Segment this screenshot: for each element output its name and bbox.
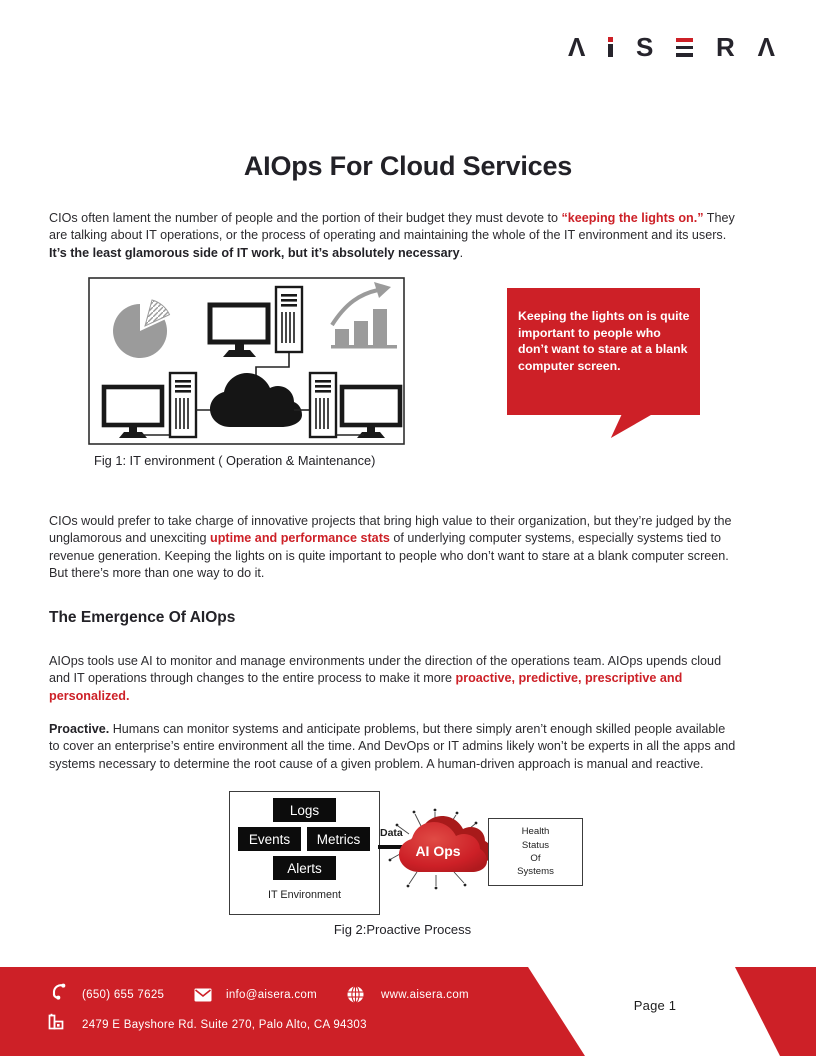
- tile-logs-label: Logs: [289, 802, 320, 818]
- health-status-box: [488, 818, 583, 886]
- tile-alerts-label: Alerts: [287, 860, 322, 876]
- aiops-cloud-icon: [385, 800, 489, 894]
- p2-red-phrase: uptime and performance stats: [210, 531, 390, 546]
- callout-bubble-tail: [609, 414, 655, 438]
- data-label: Data: [380, 827, 403, 839]
- logo-letter-i-icon: [608, 37, 613, 57]
- p4-bold-lead: Proactive.: [49, 721, 110, 736]
- tile-events-label: Events: [248, 831, 291, 847]
- tile-events: [238, 827, 301, 851]
- p1-text-mid: They are talking about IT operations, or the process of operating and maintaining the whole of the IT environment and its users.: [49, 210, 735, 243]
- figure2-caption: Fig 2:Proactive Process: [333, 922, 472, 937]
- footer-email[interactable]: info@aisera.com: [226, 989, 317, 1001]
- server-icon-left: [170, 373, 196, 437]
- tile-logs: [273, 798, 336, 822]
- p4-text: Humans can monitor systems and anticipate problems, but there simply aren’t enough skilled people available to cover an enterprise’s entire environment all the time. And DevOps or IT admins likely won’t be experts in all the apps and systems necessary to determine the root cause of a given problem. A human-driven approach is manual and reactive.: [49, 721, 736, 771]
- logo-letter-s: S: [636, 32, 654, 62]
- logo-i-dot: [608, 37, 613, 42]
- logo-letter-e-icon: [676, 38, 693, 57]
- paragraph-intro: [49, 210, 739, 263]
- health-line-4: Systems: [517, 866, 554, 878]
- section-heading: The Emergence Of AIOps: [49, 608, 236, 626]
- footer-phone[interactable]: (650) 655 7625: [82, 989, 165, 1001]
- aiops-cloud-label: AI Ops: [415, 843, 461, 859]
- p1-red-phrase: “keeping the lights on.”: [561, 210, 704, 225]
- paragraph-cios-prefer: [49, 513, 739, 583]
- footer-address: 2479 E Bayshore Rd. Suite 270, Palo Alto, CA 94303: [82, 1019, 367, 1031]
- figure1-caption: Fig 1: IT environment ( Operation & Maintenance): [94, 453, 376, 468]
- p3-red-phrase: proactive, predictive, prescriptive and personalized.: [49, 671, 683, 703]
- globe-icon: [347, 986, 364, 1003]
- p2-text-end: of underlying computer systems, especially systems tied to revenue generation. Keeping the lights on is quite important to people who don’t want to stare at a blank computer screen. But there’s more than one way to do it.: [49, 531, 729, 581]
- health-line-2: Status: [521, 839, 550, 851]
- p3-text: AIOps tools use AI to monitor and manage environments under the direction of the operations team. AIOps upends cloud and IT operations through changes to the entire process to make it more: [49, 653, 722, 686]
- paragraph-proactive: [49, 721, 739, 774]
- aisera-logo: [568, 32, 775, 62]
- footer-website[interactable]: www.aisera.com: [381, 989, 469, 1001]
- tile-metrics-label: Metrics: [316, 831, 361, 847]
- callout-text: Keeping the lights on is quite important to people who don’t want to stare at a blank computer screen.: [518, 309, 690, 373]
- phone-icon: [50, 982, 68, 1002]
- logo-letter-r: R: [716, 32, 735, 62]
- tile-alerts: [273, 856, 336, 880]
- page-number: Page 1: [633, 998, 677, 1013]
- p1-text: CIOs often lament the number of people and the portion of their budget they must devote to: [49, 210, 562, 225]
- tile-metrics: [307, 827, 370, 851]
- paragraph-aiops-tools: [49, 653, 739, 706]
- building-icon: [47, 1013, 65, 1031]
- it-environment-illustration: [88, 277, 405, 445]
- logo-i-bar: [608, 44, 613, 57]
- p1-text-end: .: [459, 245, 464, 260]
- health-line-1: Health: [521, 826, 550, 838]
- page-title: AIOps For Cloud Services: [243, 151, 573, 182]
- it-environment-label: IT Environment: [267, 889, 341, 901]
- it-environment-box: [229, 791, 380, 915]
- p1-bold-phrase: It’s the least glamorous side of IT work, but it’s absolutely necessary: [49, 245, 460, 260]
- logo-letter-a1: Λ: [568, 32, 586, 62]
- health-line-3: Of: [530, 853, 541, 864]
- server-icon-top: [276, 287, 302, 352]
- footer: [0, 967, 816, 1056]
- logo-letter-a2: Λ: [757, 32, 775, 62]
- email-icon: [194, 988, 212, 1002]
- server-icon-right: [310, 373, 336, 437]
- p2-text: CIOs would prefer to take charge of innovative projects that bring high value to their organization, but they’re judged by the unglamorous and unexciting: [49, 513, 732, 546]
- figure2: [229, 788, 589, 918]
- callout-bubble: [507, 288, 700, 415]
- figure1: [88, 277, 418, 468]
